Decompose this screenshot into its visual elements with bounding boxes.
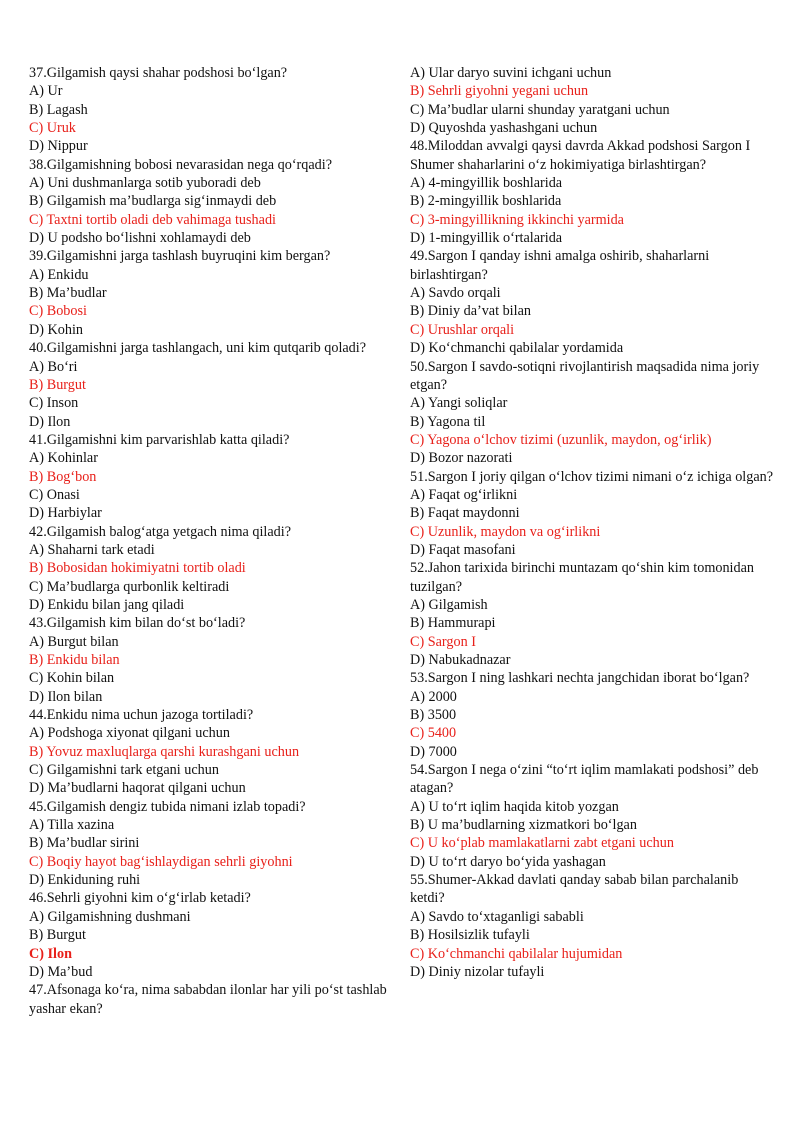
answer-option: D) Ilon bilan [29, 688, 103, 705]
answer-option: D) Quyoshda yashashgani uchun [410, 120, 598, 137]
correct-answer-option: C) Boqiy hayot bag‘ishlaydigan sehrli giyohni [29, 853, 293, 870]
correct-answer-option: B) Bog‘bon [29, 468, 97, 485]
answer-option: A) Burgut bilan [29, 633, 119, 650]
answer-option: D) Nippur [29, 138, 88, 155]
answer-option: C) Onasi [29, 486, 80, 503]
correct-answer-option: C) U ko‘plab mamlakatlarni zabt etgani uchun [410, 835, 674, 852]
correct-answer-option: C) Uzunlik, maydon va og‘irlikni [410, 523, 601, 540]
answer-option: A) Gilgamishning dushmani [29, 908, 191, 925]
correct-answer-option: B) Bobosidan hokimiyatni tortib oladi [29, 560, 246, 577]
answer-option: A) Uni dushmanlarga sotib yuboradi deb [29, 175, 261, 192]
correct-answer-option: C) Urushlar orqali [410, 321, 515, 338]
answer-option: C) Ma’budlar ularni shunday yaratgani uchun [410, 101, 670, 118]
question-text: 37.Gilgamish qaysi shahar podshosi bo‘lgan? [29, 65, 288, 81]
answer-option: A) Enkidu [29, 266, 89, 283]
left-column [29, 64, 394, 1018]
question-text: 51.Sargon I joriy qilgan o‘lchov tizimi nimani o‘z ichiga olgan? [410, 468, 774, 485]
answer-option: D) 1-mingyillik o‘rtalarida [410, 230, 563, 247]
answer-option: D) Enkiduning ruhi [29, 872, 141, 889]
correct-answer-option: C) Sargon I [410, 633, 476, 650]
answer-option: D) Harbiylar [29, 505, 102, 522]
question-text: 40.Gilgamishni jarga tashlangach, uni kim qutqarib qoladi? [29, 340, 367, 357]
answer-option: B) Ma’budlar [29, 285, 107, 302]
answer-option: B) Burgut [29, 927, 86, 944]
answer-option: D) Ko‘chmanchi qabilalar yordamida [410, 340, 624, 357]
answer-option: A) Faqat og‘irlikni [410, 486, 518, 503]
question-text: 53.Sargon I ning lashkari nechta jangchidan iborat bo‘lgan? [410, 670, 750, 687]
answer-option: D) 7000 [410, 743, 457, 760]
correct-answer-option: C) Uruk [29, 120, 76, 137]
answer-option: B) Lagash [29, 101, 88, 118]
answer-option: B) 2-mingyillik boshlarida [410, 193, 562, 210]
answer-option: C) Gilgamishni tark etgani uchun [29, 762, 219, 779]
right-column [410, 64, 775, 981]
question-text: 50.Sargon I savdo-sotiqni rivojlantirish maqsadida nima joriy etgan? [410, 358, 760, 393]
answer-option: B) Diniy da’vat bilan [410, 303, 531, 320]
answer-option: D) Bozor nazorati [410, 450, 513, 467]
answer-option: A) Tilla xazina [29, 817, 115, 834]
answer-option: A) Ular daryo suvini ichgani uchun [410, 65, 612, 81]
question-text: 39.Gilgamishni jarga tashlash buyruqini kim bergan? [29, 248, 331, 265]
answer-option: C) Kohin bilan [29, 670, 115, 687]
correct-answer-option: C) Yagona o‘lchov tizimi (uzunlik, maydon, og‘irlik) [410, 431, 712, 448]
correct-answer-option: B) Burgut [29, 376, 86, 393]
answer-option: A) Kohinlar [29, 450, 98, 467]
answer-option: B) Hammurapi [410, 615, 496, 632]
correct-answer-option: C) Ko‘chmanchi qabilalar hujumidan [410, 945, 623, 962]
answer-option: A) Savdo to‘xtaganligi sababli [410, 908, 584, 925]
question-text: 38.Gilgamishning bobosi nevarasidan nega qo‘rqadi? [29, 156, 332, 173]
correct-answer-option: B) Sehrli giyohni yegani uchun [410, 83, 589, 100]
question-text: 52.Jahon tarixida birinchi muntazam qo‘shin kim tomonidan tuzilgan? [410, 560, 754, 595]
answer-option: A) U to‘rt iqlim haqida kitob yozgan [410, 798, 619, 815]
answer-option: A) Ur [29, 83, 63, 100]
answer-option: A) Yangi soliqlar [410, 395, 508, 412]
answer-option: D) Kohin [29, 321, 83, 338]
question-text: 46.Sehrli giyohni kim o‘g‘irlab ketadi? [29, 890, 251, 907]
answer-option: D) U to‘rt daryo bo‘yida yashagan [410, 853, 606, 870]
correct-answer-option: B) Enkidu bilan [29, 652, 120, 668]
answer-option: B) Gilgamish ma’budlarga sig‘inmaydi deb [29, 193, 277, 210]
answer-option: D) Faqat masofani [410, 541, 516, 558]
answer-option: D) Nabukadnazar [410, 652, 511, 668]
correct-answer-option: C) 5400 [410, 725, 457, 742]
answer-option: A) Gilgamish [410, 596, 488, 613]
answer-option: C) Inson [29, 395, 79, 412]
answer-option: B) Ma’budlar sirini [29, 835, 140, 852]
answer-option: B) Yagona til [410, 413, 486, 430]
answer-option: A) 4-mingyillik boshlarida [410, 175, 563, 192]
answer-option: C) Ma’budlarga qurbonlik keltiradi [29, 578, 230, 595]
answer-option: D) Ma’budlarni haqorat qilgani uchun [29, 780, 246, 797]
answer-option: B) U ma’budlarning xizmatkori bo‘lgan [410, 817, 637, 834]
answer-option: A) Savdo orqali [410, 285, 501, 302]
answer-option: B) Hosilsizlik tufayli [410, 927, 530, 944]
answer-option: D) Enkidu bilan jang qiladi [29, 596, 185, 613]
correct-answer-option: C) 3-mingyillikning ikkinchi yarmida [410, 211, 624, 228]
answer-option: A) Podshoga xiyonat qilgani uchun [29, 725, 230, 742]
answer-option: A) Shaharni tark etadi [29, 541, 155, 558]
question-text: 44.Enkidu nima uchun jazoga tortiladi? [29, 707, 254, 724]
question-text: 47.Afsonaga ko‘ra, nima sababdan ilonlar har yili po‘st tashlab yashar ekan? [29, 982, 387, 1017]
question-text: 41.Gilgamishni kim parvarishlab katta qiladi? [29, 431, 290, 448]
question-text: 43.Gilgamish kim bilan do‘st bo‘ladi? [29, 615, 246, 632]
question-text: 55.Shumer-Akkad davlati qanday sabab bilan parchalanib ketdi? [410, 872, 739, 907]
question-text: 54.Sargon I nega o‘zini “to‘rt iqlim mamlakati podshosi” deb atagan? [410, 762, 759, 797]
answer-option: D) U podsho bo‘lishni xohlamaydi deb [29, 230, 251, 247]
answer-option: A) Bo‘ri [29, 358, 78, 375]
question-text: 49.Sargon I qanday ishni amalga oshirib, shaharlarni birlashtirgan? [410, 248, 710, 283]
correct-answer-option: C) Ilon [29, 945, 72, 962]
correct-answer-option: B) Yovuz maxluqlarga qarshi kurashgani uchun [29, 743, 300, 760]
question-text: 42.Gilgamish balog‘atga yetgach nima qiladi? [29, 523, 291, 540]
answer-option: D) Diniy nizolar tufayli [410, 963, 545, 980]
answer-option: D) Ma’bud [29, 963, 93, 980]
answer-option: D) Ilon [29, 413, 71, 430]
answer-option: B) Faqat maydonni [410, 505, 520, 522]
answer-option: B) 3500 [410, 707, 457, 724]
question-text: 45.Gilgamish dengiz tubida nimani izlab topadi? [29, 798, 306, 815]
correct-answer-option: C) Taxtni tortib oladi deb vahimaga tushadi [29, 211, 276, 228]
correct-answer-option: C) Bobosi [29, 303, 87, 320]
answer-option: A) 2000 [410, 688, 457, 705]
question-text: 48.Miloddan avvalgi qaysi davrda Akkad podshosi Sargon I Shumer shaharlarini o‘z hokimiyatiga birlashtirgan? [410, 138, 751, 173]
